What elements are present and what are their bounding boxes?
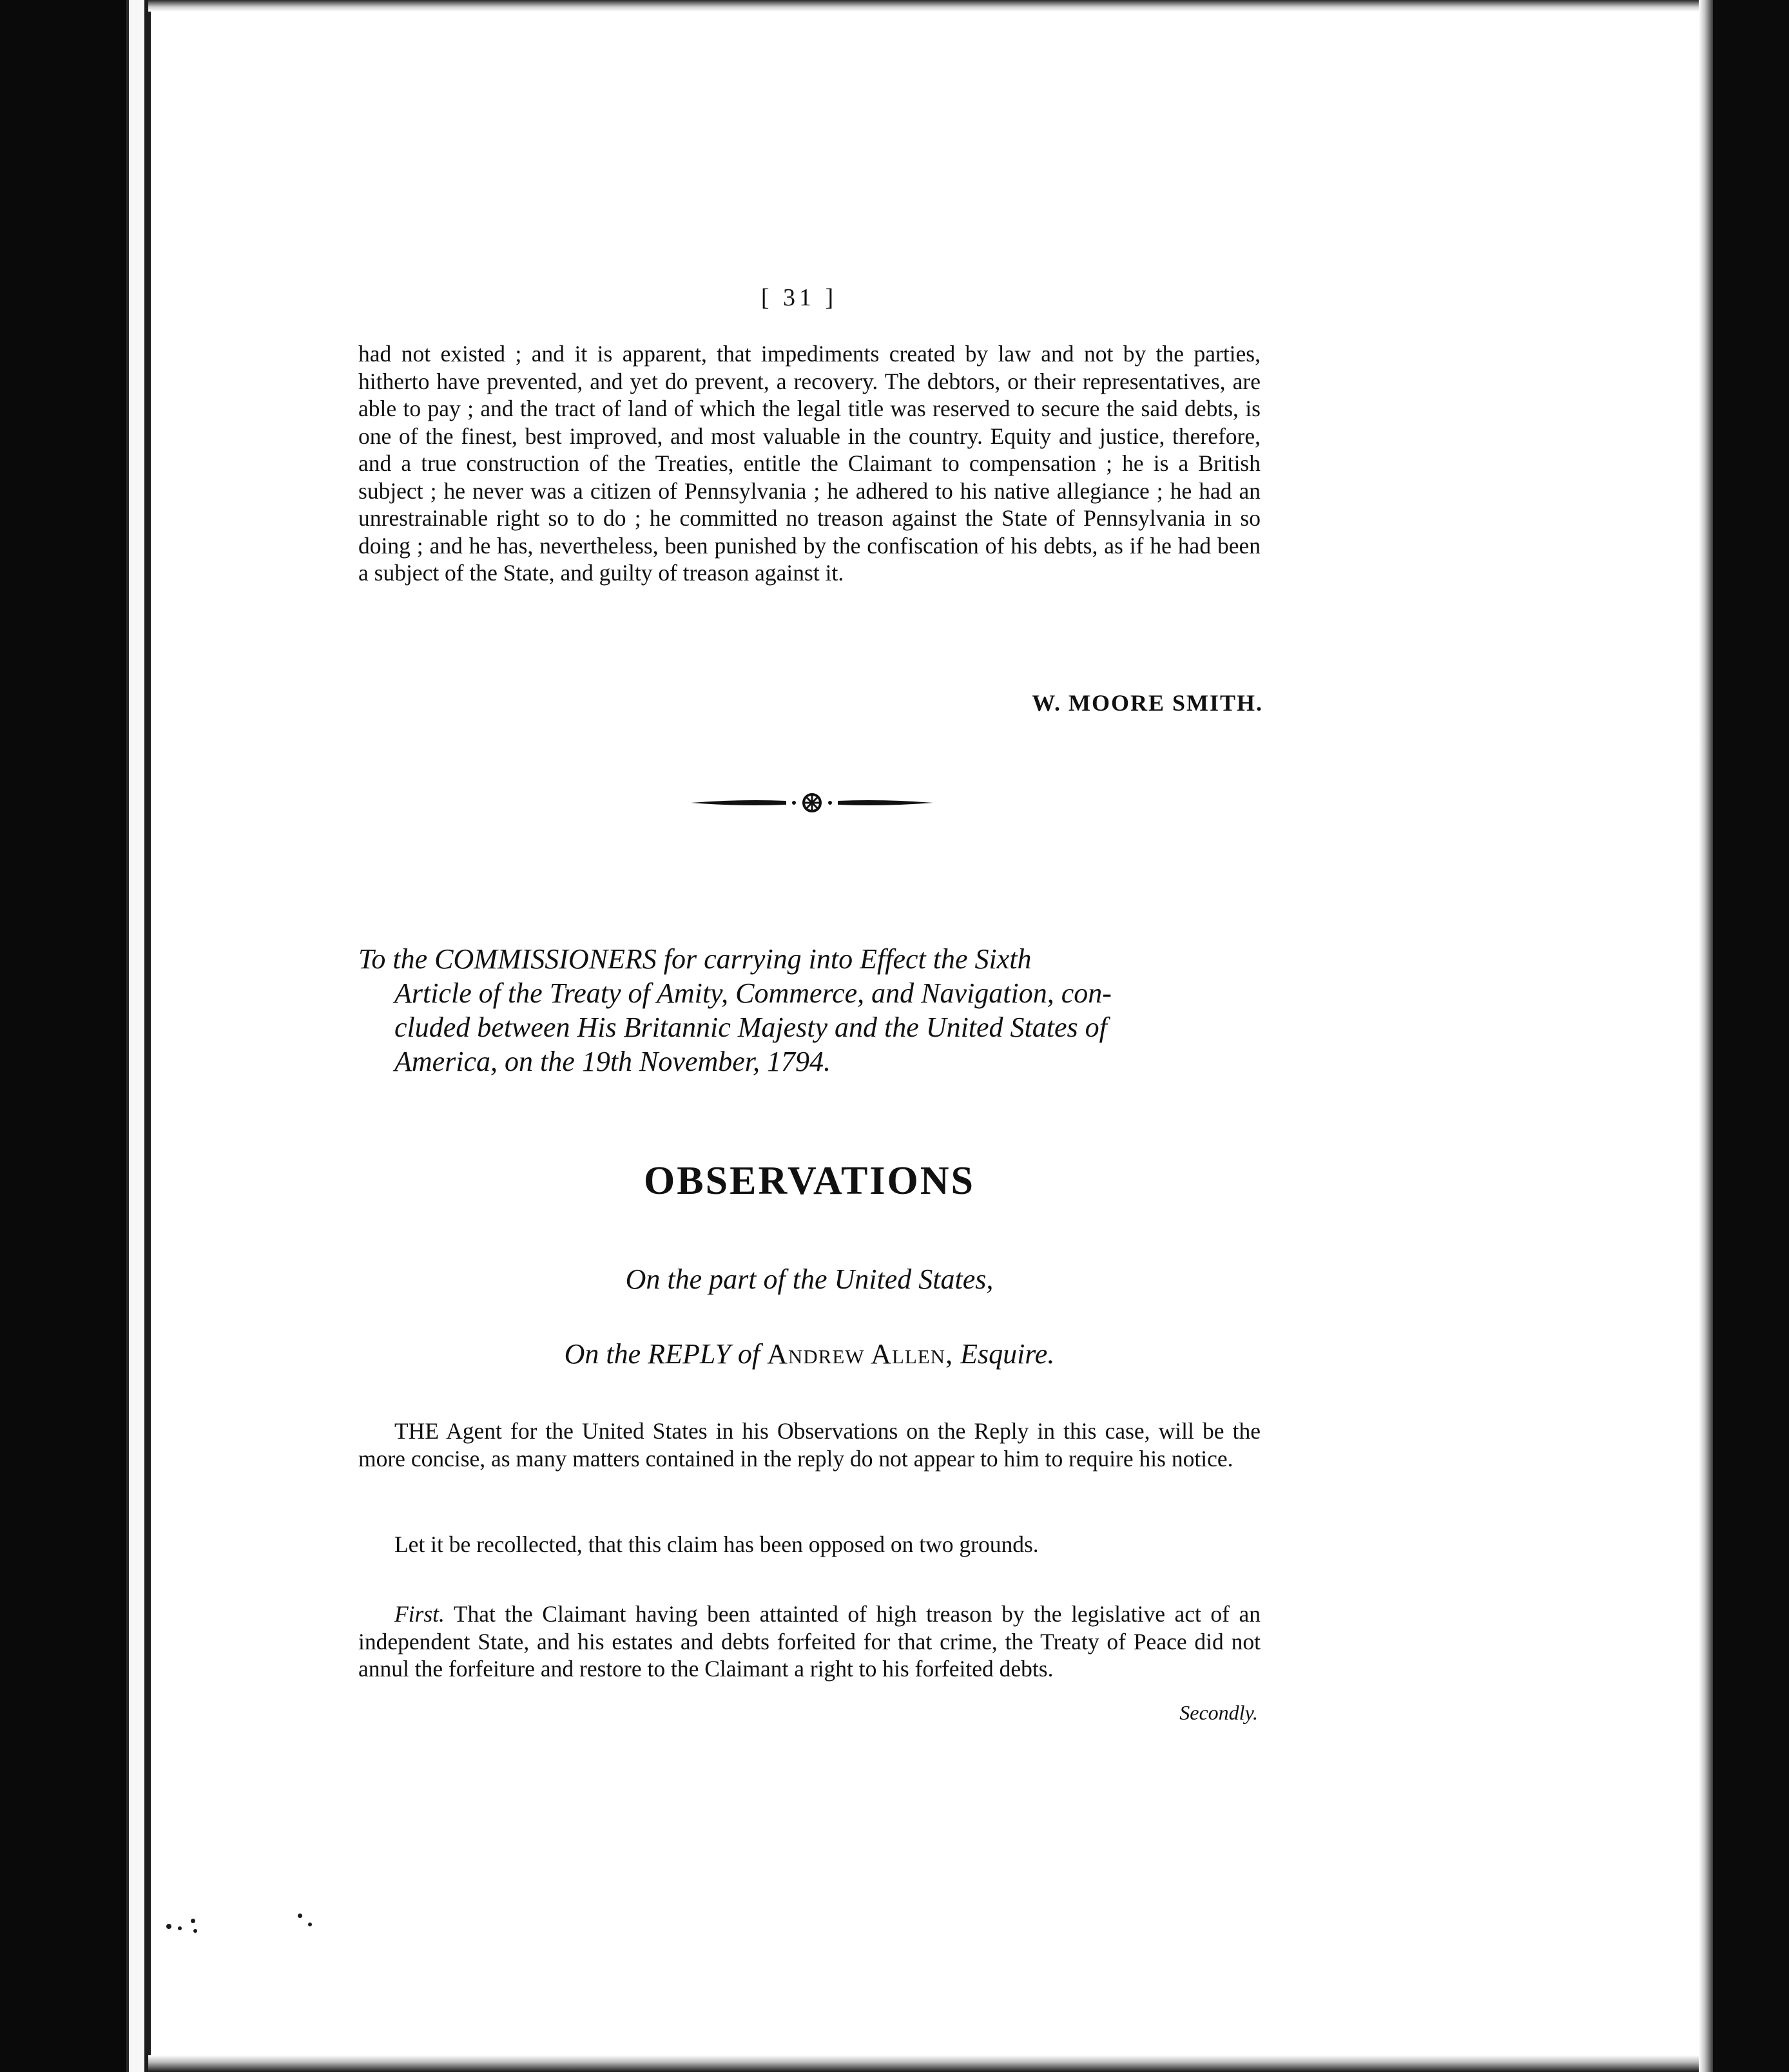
continuation-text: had not existed ; and it is apparent, that impediments created by law and not by the parties, hitherto have prevented, and yet do prevent, a recovery. The debtors, or their representatives, are able to pay ; and the tract of land of which the legal title was reserved to secure the said debts, is one of the finest, best improved, and most valuable in the country. Equity and justice, therefore, and a true construction of the Treaties, entitle the Claimant to compensation ; he is a British subject ; he never was a citizen of Pennsylvania ; he adhered to his native allegiance ; he had an unrestrainable right so to do ; he committed no treason against the State of Pennsylvania in so doing ; and he has, nevertheless, been punished by the confiscation of his debts, as if he had been a subject of the State, and guilty of treason against it. [358, 341, 1261, 586]
scan-left-margin [0, 0, 126, 2072]
subheading-reply [358, 1338, 1261, 1370]
first-ground-paragraph [358, 1600, 1261, 1683]
address-line: To the COMMISSIONERS for carrying into Effect the Sixth [358, 943, 1032, 975]
scan-page-edge-bottom [148, 2055, 1699, 2072]
scan-page-edge-top [148, 0, 1699, 12]
subheading-reply-prefix: On the REPLY of [564, 1338, 760, 1370]
first-label: First. [394, 1601, 445, 1627]
ink-speck [193, 1929, 197, 1933]
first-ground [358, 1600, 1261, 1683]
ink-speck [191, 1919, 195, 1923]
section-heading: OBSERVATIONS [644, 1159, 975, 1203]
subheading-united-states: On the part of the United States, [625, 1263, 994, 1295]
scan-page-edge-left [144, 0, 151, 2072]
ink-speck [178, 1926, 182, 1930]
ink-speck [308, 1923, 312, 1926]
first-ground-text: That the Claimant having been attainted of high treason by the legislative act of an independent State, and his estates and debts forfeited for that crime, the Treaty of Peace did not annul the forfeiture and restore to the Claimant a right to his forfeited debts. [358, 1601, 1261, 1682]
address-line: cluded between His Britannic Majesty and the United States of [394, 1012, 1107, 1043]
ink-speck [298, 1914, 302, 1918]
address-line: America, on the 19th November, 1794. [394, 1046, 831, 1077]
scan-page-edge-right [1699, 0, 1713, 2072]
page-number: [ 31 ] [760, 284, 838, 311]
grounds-text: Let it be recollected, that this claim has been opposed on two grounds. [394, 1531, 1039, 1557]
intro-paragraph [358, 1417, 1261, 1472]
continuation-paragraph [358, 340, 1261, 587]
ornament-divider [690, 790, 934, 816]
intro-text: THE Agent for the United States in his Observations on the Reply in this case, will be the more concise, as many matters contained in the reply do not appear to him to require his notice. [358, 1418, 1261, 1472]
catchword: Secondly. [1179, 1701, 1258, 1724]
address-to-commissioners [358, 942, 1261, 1079]
subheading-reply-suffix: Esquire. [960, 1338, 1055, 1370]
subheading-reply-name: Andrew Allen, [767, 1338, 954, 1370]
address-line: Article of the Treaty of Amity, Commerce, and Navigation, con- [394, 977, 1112, 1009]
scan-right-margin [1713, 0, 1789, 2072]
ink-speck [166, 1924, 171, 1929]
grounds-paragraph [358, 1531, 1261, 1559]
signature: W. MOORE SMITH. [1032, 690, 1263, 716]
